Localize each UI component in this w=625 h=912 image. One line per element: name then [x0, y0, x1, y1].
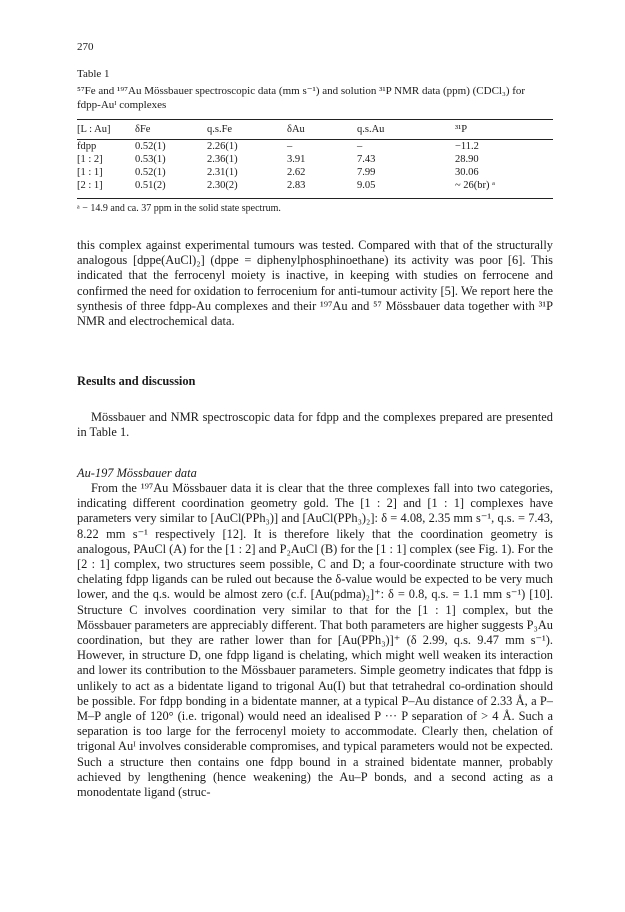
- table-cell: 2.83: [287, 180, 306, 191]
- section-paragraph: [77, 410, 553, 440]
- subsection-paragraph: [77, 481, 553, 800]
- header-cell: q.s.Fe: [207, 124, 233, 135]
- table-row: [77, 166, 553, 179]
- table-cell: 30.06: [455, 167, 479, 178]
- table-cell: [2 : 1]: [77, 180, 103, 191]
- table-cell: –: [357, 141, 363, 152]
- table-cell: ~ 26(br) ᵃ: [455, 180, 496, 191]
- page-number: 270: [77, 41, 94, 53]
- intro-paragraph: [77, 238, 553, 329]
- table-row: [77, 179, 553, 192]
- table-cell: 7.99: [357, 167, 376, 178]
- intro-text: this complex against experimental tumours was tested. Compared with that of the structurally analogous [dppe(AuCl)₂] (dppe = diphenylphosphinoethane) its activity was poor [6]. This indicated that the ferrocenyl moiety is inactive, in keeping with studies on ferrocene and confirmed the need for oxidation to ferrocenium for anti-tumour activity [5]. We report here the synthesis of three fdpp-Au complexes and their ¹⁹⁷Au and ⁵⁷ Mössbauer data together with ³¹P NMR and electrochemical data.: [77, 238, 553, 329]
- table-label: Table 1: [77, 68, 110, 80]
- table-cell: 0.52(1): [135, 167, 166, 178]
- table-cell: 9.05: [357, 180, 376, 191]
- section-heading: Results and discussion: [77, 374, 196, 388]
- table-row: [77, 140, 553, 154]
- subsection-heading: Au-197 Mössbauer data: [77, 466, 197, 480]
- header-cell: δFe: [135, 124, 151, 135]
- table-cell: 0.53(1): [135, 154, 166, 165]
- table-cell: [1 : 1]: [77, 167, 103, 178]
- table-cell: 3.91: [287, 154, 306, 165]
- table-cell: 28.90: [455, 154, 479, 165]
- header-cell: ³¹P: [455, 124, 468, 135]
- table-cell: 2.62: [287, 167, 306, 178]
- table-cell: –: [287, 141, 293, 152]
- table-cell: 7.43: [357, 154, 376, 165]
- header-cell: q.s.Au: [357, 124, 385, 135]
- table-top-rule: [77, 119, 553, 120]
- table-cell: 2.31(1): [207, 167, 238, 178]
- table-cell: fdpp: [77, 141, 97, 152]
- table-header-row: [77, 121, 553, 140]
- table-caption: ⁵⁷Fe and ¹⁹⁷Au Mössbauer spectroscopic data (mm s⁻¹) and solution ³¹P NMR data (ppm) (CDCl₃) for fdpp-Auᴵ complexes: [77, 85, 526, 111]
- table-cell: 2.36(1): [207, 154, 238, 165]
- table-cell: 2.26(1): [207, 141, 238, 152]
- table-row: [77, 153, 553, 166]
- subsection-text: From the ¹⁹⁷Au Mössbauer data it is clear that the three complexes fall into two categories, indicating different coordination geometry gold. The [1 : 2] and [1 : 1] complexes have parameters very similar to [AuCl(PPh₃)] and [AuCl(PPh₃)₂]: δ = 4.08, 2.35 mm s⁻¹, q.s. = 7.43, 8.22 mm s⁻¹ respectively [12]. It is therefore likely that the coordination geometry is analogous, PAuCl (A) for the [1 : 2] and P₂AuCl (B) for the [1 : 1] complex (see Fig. 1). For the [2 : 1] complex, two structures seem possible, C and D; a four-coordinate structure with two chelating fdpp ligands can be ruled out because the δ-value would be expected to be very much lower, and the q.s. would be almost zero (c.f. [Au(pdma)₂]⁺: δ = 0.8, q.s. = 1.1 mm s⁻¹) [10]. Structure C involves coordination very similar to that for the [1 : 1] complex, but the Mössbauer parameters are appreciably different. That both parameters are higher suggests P₃Au coordination, but they are rather lower than for [Au(PPh₃)]⁺ (δ 2.99, q.s. 9.47 mm s⁻¹). However, in structure D, one fdpp ligand is chelating, which might well weaken its interaction and lower its contribution to the Mössbauer parameters. Simple geometry indicates that fdpp is unlikely to act as a bidentate ligand to trigonal Au(I) but that tetrahedral co-ordination should be possible. For fdpp bonding in a bidentate manner, at a typical P–Au distance of 2.33 Å, a P–M–P angle of 120° (i.e. trigonal) would need an idealised P ··· P separation of > 4 Å. Such a separation is too large for the ferrocenyl moiety to accommodate. Clearly then, chelation of trigonal Auᴵ involves considerable compromises, and typical parameters would not be expected. Such a structure then contains one fdpp bound in a strained bidentate manner, probably achieved by lengthening (hence weakening) the Au–P bonds, and a second acting as a monodentate ligand (struc-: [77, 481, 554, 800]
- table-cell: 2.30(2): [207, 180, 238, 191]
- table-bottom-rule: [77, 198, 553, 199]
- header-cell: δAu: [287, 124, 305, 135]
- table-cell: [1 : 2]: [77, 154, 103, 165]
- table-cell: −11.2: [455, 141, 479, 152]
- section-text: Mössbauer and NMR spectroscopic data for fdpp and the complexes prepared are presented in Table 1.: [77, 410, 553, 440]
- header-cell: [L : Au]: [77, 124, 111, 135]
- mossbauer-nmr-table: [77, 121, 553, 192]
- table-footnote: ᵃ − 14.9 and ca. 37 ppm in the solid state spectrum.: [77, 203, 281, 214]
- table-cell: 0.51(2): [135, 180, 166, 191]
- table-cell: 0.52(1): [135, 141, 166, 152]
